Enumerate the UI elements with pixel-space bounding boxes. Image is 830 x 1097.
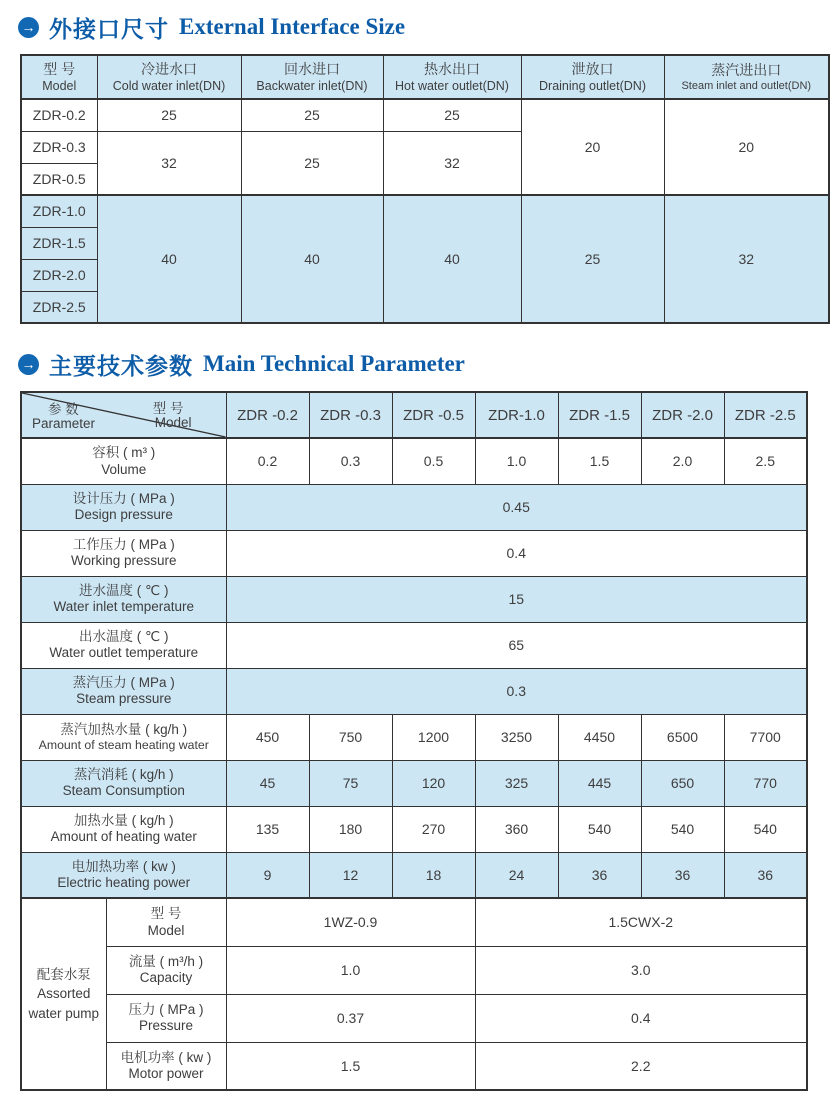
corner-header-parameter-model — [21, 392, 226, 438]
col-header-zdr-1.0: ZDR-1.0 — [475, 392, 558, 438]
param-label: 蒸汽压力 ( MPa ) Steam pressure — [21, 668, 226, 714]
pump-sub-label: 流量 ( m³/h ) Capacity — [106, 946, 226, 994]
value-cell: 40 — [383, 195, 521, 323]
col-header-backwater-inlet: 回水进口 Backwater inlet(DN) — [241, 55, 383, 99]
value-cell-merged: 15 — [226, 576, 807, 622]
value-cell: 18 — [392, 852, 475, 898]
value-cell: 360 — [475, 806, 558, 852]
section-title-zh: 外接口尺寸 — [49, 15, 169, 42]
col-header-zdr-1.5: ZDR -1.5 — [558, 392, 641, 438]
param-label: 进水温度 ( ℃ ) Water inlet temperature — [21, 576, 226, 622]
col-header-model: 型 号 Model — [21, 55, 97, 99]
arrow-bullet-icon: → — [18, 354, 39, 375]
col-header-zdr-0.5: ZDR -0.5 — [392, 392, 475, 438]
pump-row-model — [21, 898, 807, 946]
param-row-volume — [21, 438, 807, 484]
pump-value-small-models: 1.0 — [226, 946, 475, 994]
model-cell: ZDR-2.5 — [21, 291, 97, 323]
param-label: 蒸汽加热水量 ( kg/h ) Amount of steam heating water — [21, 714, 226, 760]
value-cell: 1.5 — [558, 438, 641, 484]
value-cell: 40 — [97, 195, 241, 323]
param-row-steam-pressure — [21, 668, 807, 714]
section-title-zh: 主要技术参数 — [49, 352, 193, 379]
value-cell: 25 — [97, 99, 241, 131]
main-technical-parameter-table — [20, 391, 808, 1091]
value-cell: 270 — [392, 806, 475, 852]
value-cell: 0.2 — [226, 438, 309, 484]
param-label: 设计压力 ( MPa ) Design pressure — [21, 484, 226, 530]
value-cell: 36 — [724, 852, 807, 898]
value-cell: 6500 — [641, 714, 724, 760]
corner-param-en: Parameter — [32, 416, 96, 431]
pump-value-large-models: 0.4 — [475, 994, 807, 1042]
value-cell: 9 — [226, 852, 309, 898]
table-row-zdr-1.0 — [21, 195, 829, 227]
value-cell: 25 — [241, 99, 383, 131]
pump-sub-label: 型 号 Model — [106, 898, 226, 946]
value-cell: 75 — [309, 760, 392, 806]
value-cell-merged: 0.4 — [226, 530, 807, 576]
corner-model-en: Model — [154, 415, 192, 430]
corner-param-zh: 参 数 — [48, 402, 79, 417]
pump-value-large-models: 2.2 — [475, 1042, 807, 1090]
col-header-zdr-2.5: ZDR -2.5 — [724, 392, 807, 438]
pump-value-small-models: 0.37 — [226, 994, 475, 1042]
value-cell: 445 — [558, 760, 641, 806]
param-row-design-pressure — [21, 484, 807, 530]
value-cell: 0.5 — [392, 438, 475, 484]
model-cell: ZDR-0.5 — [21, 163, 97, 195]
model-cell: ZDR-2.0 — [21, 259, 97, 291]
value-cell: 25 — [383, 99, 521, 131]
value-cell: 750 — [309, 714, 392, 760]
param-label: 工作压力 ( MPa ) Working pressure — [21, 530, 226, 576]
value-cell: 45 — [226, 760, 309, 806]
param-row-electric-heating-power — [21, 852, 807, 898]
value-cell-merged: 0.45 — [226, 484, 807, 530]
param-label: 电加热功率 ( kw ) Electric heating power — [21, 852, 226, 898]
value-cell: 135 — [226, 806, 309, 852]
value-cell: 120 — [392, 760, 475, 806]
param-row-steam-consumption — [21, 760, 807, 806]
value-cell: 25 — [241, 131, 383, 195]
value-cell-merged: 65 — [226, 622, 807, 668]
model-cell: ZDR-0.3 — [21, 131, 97, 163]
pump-value-large-models: 3.0 — [475, 946, 807, 994]
value-cell-merged: 0.3 — [226, 668, 807, 714]
value-cell-drain-small: 20 — [521, 99, 664, 195]
model-cell: ZDR-1.0 — [21, 195, 97, 227]
pump-group-label: 配套水泵 Assorted water pump — [21, 898, 106, 1090]
section-title-en: External Interface Size — [179, 14, 406, 39]
col-header-zdr-0.3: ZDR -0.3 — [309, 392, 392, 438]
value-cell: 24 — [475, 852, 558, 898]
col-header-steam-inlet-outlet: 蒸汽进出口 Steam inlet and outlet(DN) — [664, 55, 829, 99]
col-header-zdr-2.0: ZDR -2.0 — [641, 392, 724, 438]
value-cell: 540 — [724, 806, 807, 852]
value-cell: 32 — [664, 195, 829, 323]
value-cell: 1200 — [392, 714, 475, 760]
value-cell: 7700 — [724, 714, 807, 760]
pump-value-small-models: 1.5 — [226, 1042, 475, 1090]
param-row-heating-water — [21, 806, 807, 852]
corner-model-zh: 型 号 — [152, 401, 184, 416]
value-cell: 0.3 — [309, 438, 392, 484]
pump-value-large-models: 1.5CWX-2 — [475, 898, 807, 946]
value-cell: 12 — [309, 852, 392, 898]
value-cell: 180 — [309, 806, 392, 852]
section-title-main-technical-parameter — [18, 350, 830, 378]
col-header-hot-water-outlet: 热水出口 Hot water outlet(DN) — [383, 55, 521, 99]
pump-row-pressure — [21, 994, 807, 1042]
value-cell: 650 — [641, 760, 724, 806]
value-cell: 36 — [558, 852, 641, 898]
value-cell: 36 — [641, 852, 724, 898]
param-row-working-pressure — [21, 530, 807, 576]
param-row-water-outlet-temperature — [21, 622, 807, 668]
external-interface-size-table — [20, 54, 830, 324]
value-cell: 2.5 — [724, 438, 807, 484]
value-cell: 450 — [226, 714, 309, 760]
param-label: 容积 ( m³ ) Volume — [21, 438, 226, 484]
pump-row-motor-power — [21, 1042, 807, 1090]
param-row-water-inlet-temperature — [21, 576, 807, 622]
table2-header-row — [21, 392, 807, 438]
param-label: 蒸汽消耗 ( kg/h ) Steam Consumption — [21, 760, 226, 806]
value-cell: 32 — [383, 131, 521, 195]
table1-header-row — [21, 55, 829, 99]
value-cell: 770 — [724, 760, 807, 806]
value-cell-steam-small: 20 — [664, 99, 829, 195]
value-cell: 540 — [641, 806, 724, 852]
pump-sub-label: 电机功率 ( kw ) Motor power — [106, 1042, 226, 1090]
param-label: 出水温度 ( ℃ ) Water outlet temperature — [21, 622, 226, 668]
table-row-zdr-0.2 — [21, 99, 829, 131]
model-cell: ZDR-1.5 — [21, 227, 97, 259]
pump-row-capacity — [21, 946, 807, 994]
value-cell: 25 — [521, 195, 664, 323]
arrow-bullet-icon: → — [18, 17, 39, 38]
col-header-zdr-0.2: ZDR -0.2 — [226, 392, 309, 438]
model-cell: ZDR-0.2 — [21, 99, 97, 131]
param-label: 加热水量 ( kg/h ) Amount of heating water — [21, 806, 226, 852]
pump-sub-label: 压力 ( MPa ) Pressure — [106, 994, 226, 1042]
param-row-steam-heating-water — [21, 714, 807, 760]
value-cell: 1.0 — [475, 438, 558, 484]
section-title-external-interface — [18, 13, 830, 41]
value-cell: 2.0 — [641, 438, 724, 484]
value-cell: 540 — [558, 806, 641, 852]
pump-value-small-models: 1WZ-0.9 — [226, 898, 475, 946]
section-title-en: Main Technical Parameter — [203, 351, 465, 376]
value-cell: 325 — [475, 760, 558, 806]
value-cell: 4450 — [558, 714, 641, 760]
col-header-draining-outlet: 泄放口 Draining outlet(DN) — [521, 55, 664, 99]
value-cell: 40 — [241, 195, 383, 323]
value-cell: 3250 — [475, 714, 558, 760]
value-cell: 32 — [97, 131, 241, 195]
col-header-cold-water-inlet: 冷进水口 Cold water inlet(DN) — [97, 55, 241, 99]
